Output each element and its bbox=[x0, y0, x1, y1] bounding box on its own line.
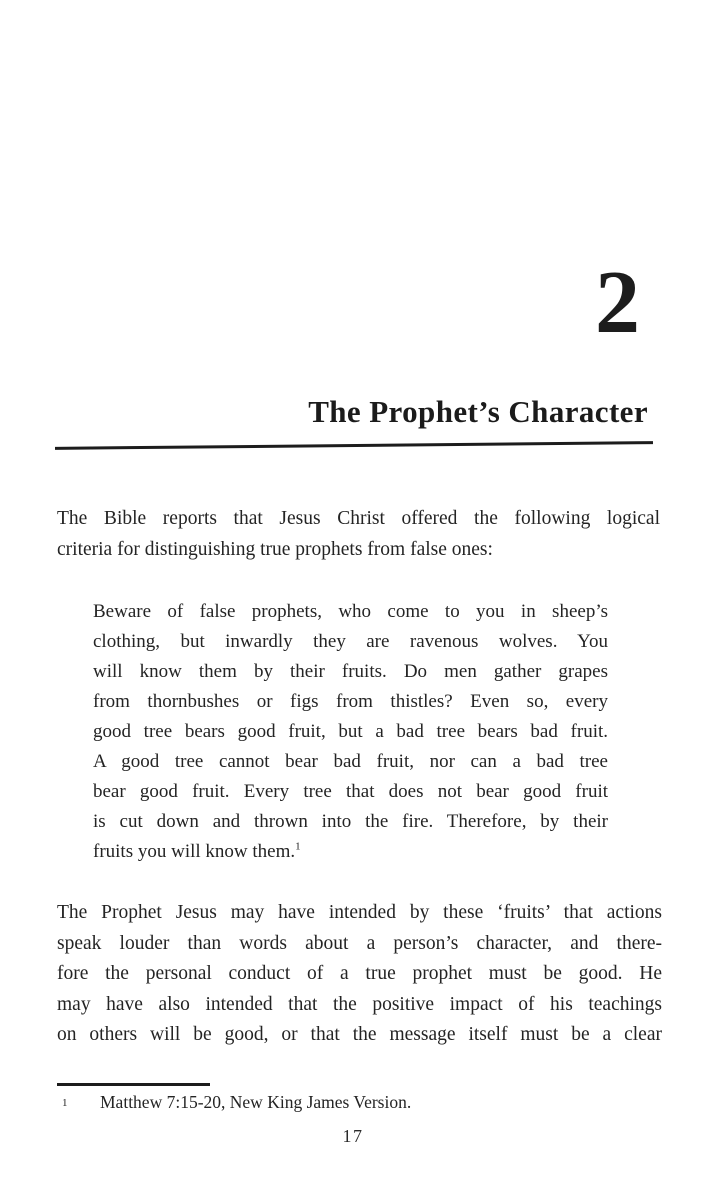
text-line: The Bible reports that Jesus Christ offered the following logical bbox=[57, 508, 660, 529]
footnote bbox=[57, 1090, 617, 1115]
text-line: The Prophet Jesus may have intended by these ‘fruits’ that actions bbox=[57, 902, 662, 923]
footnote-divider-rule bbox=[57, 1083, 210, 1086]
text-line: criteria for distinguishing true prophets from false ones: bbox=[57, 539, 493, 560]
footnote-marker: 1 bbox=[62, 1097, 68, 1109]
scripture-block-quote bbox=[93, 597, 608, 867]
text-line: from thornbushes or figs from thistles? Even so, every bbox=[93, 691, 608, 712]
text-line: may have also intended that the positive impact of his teachings bbox=[57, 993, 662, 1015]
title-divider-rule bbox=[55, 441, 653, 450]
footnote-text: Matthew 7:15-20, New King James Version. bbox=[100, 1092, 412, 1112]
page-number: 17 bbox=[342, 1126, 364, 1146]
text-line bbox=[93, 837, 608, 867]
chapter-number: 2 bbox=[595, 253, 640, 352]
text-line: bear good fruit. Every tree that does not bear good fruit bbox=[93, 781, 608, 802]
paragraph-commentary bbox=[57, 898, 662, 1051]
text-line: A good tree cannot bear bad fruit, nor can a bad tree bbox=[93, 751, 608, 772]
text-line: clothing, but inwardly they are ravenous wolves. You bbox=[93, 631, 608, 652]
text-line: will know them by their fruits. Do men gather grapes bbox=[93, 661, 608, 682]
text-line: speak louder than words about a person’s character, and there- bbox=[57, 932, 662, 954]
text-line: on others will be good, or that the message itself must be a clear bbox=[57, 1024, 662, 1045]
chapter-title: The Prophet’s Character bbox=[308, 394, 648, 429]
text-line: good tree bears good fruit, but a bad tree bears bad fruit. bbox=[93, 721, 608, 742]
paragraph-intro bbox=[57, 503, 660, 565]
text-line: is cut down and thrown into the fire. Therefore, by their bbox=[93, 811, 608, 832]
footnote-reference-mark: 1 bbox=[295, 840, 301, 853]
text-line: fore the personal conduct of a true prophet must be good. He bbox=[57, 963, 662, 984]
text-line: Beware of false prophets, who come to you in sheep’s bbox=[93, 601, 608, 622]
quote-last-line-text: fruits you will know them. bbox=[93, 841, 296, 862]
